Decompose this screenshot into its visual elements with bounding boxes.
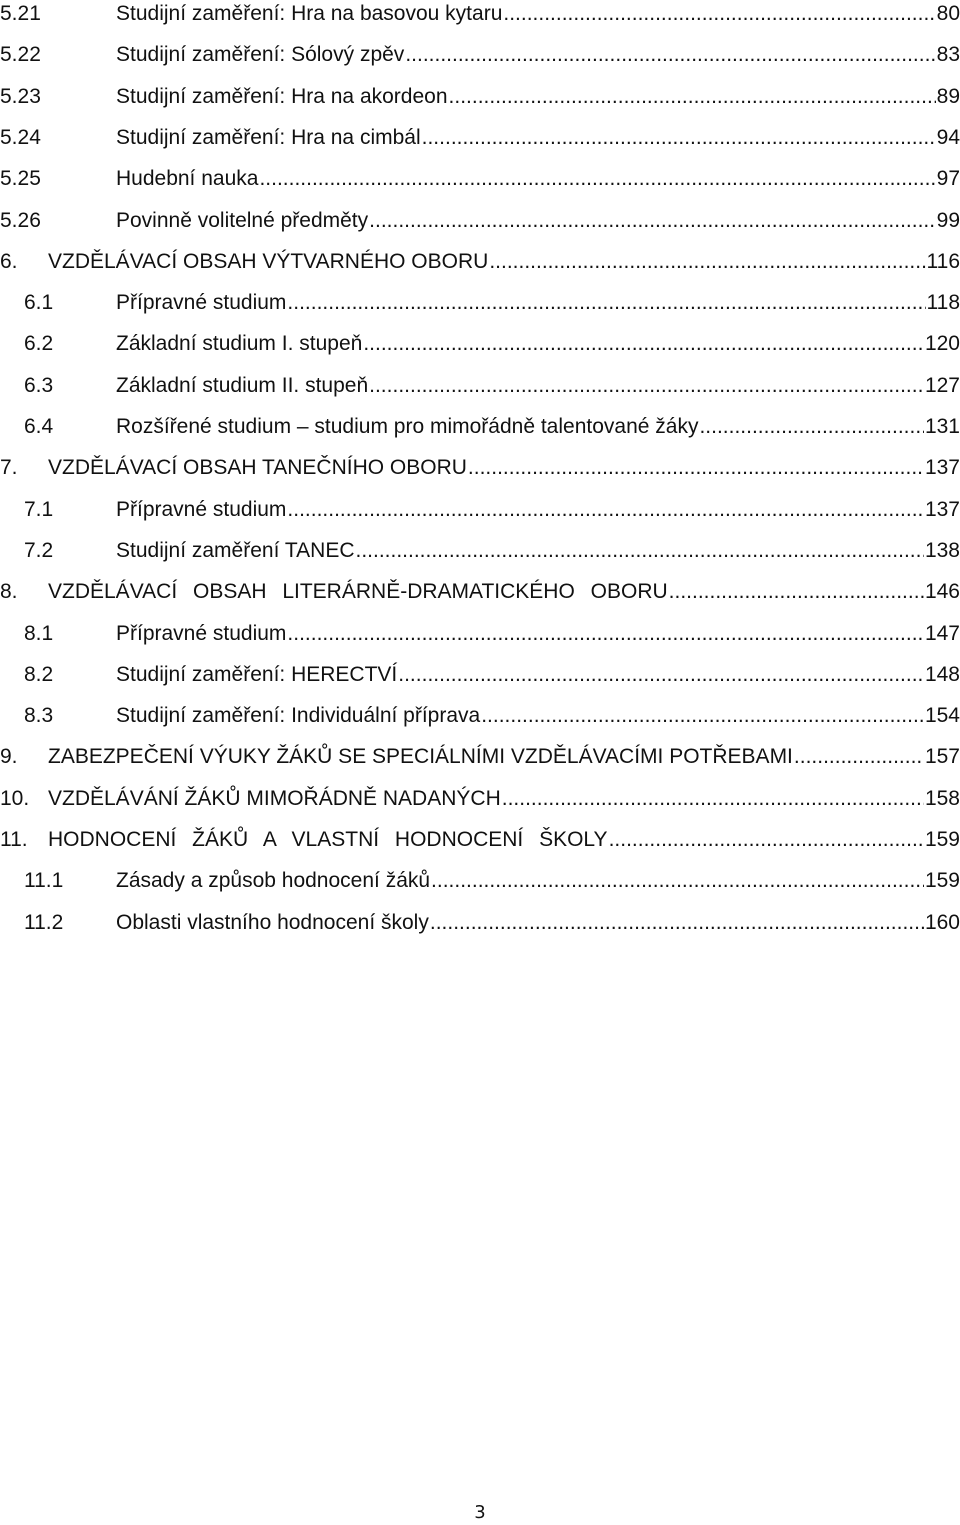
page-number: 3 xyxy=(474,1502,486,1523)
toc-entry-title: Studijní zaměření: HERECTVÍ xyxy=(116,662,398,686)
toc-entry[interactable] xyxy=(0,413,960,454)
toc-entry-line xyxy=(116,661,960,689)
toc-entry[interactable] xyxy=(0,909,960,950)
toc-entry-page: 157 xyxy=(924,745,960,769)
dot-leader xyxy=(481,702,924,730)
dot-leader xyxy=(502,785,924,813)
toc-entry[interactable] xyxy=(0,83,960,124)
toc-entry-number: 5.26 xyxy=(0,208,41,232)
toc-entry-line xyxy=(116,207,960,235)
toc-entry-page: 131 xyxy=(924,415,960,438)
toc-entry-page: 146 xyxy=(924,580,960,604)
dot-leader xyxy=(287,620,924,648)
toc-entry-page: 116 xyxy=(926,249,960,273)
toc-entry-number: 9. xyxy=(0,745,18,769)
dot-leader xyxy=(669,578,924,606)
toc-entry-line xyxy=(116,537,960,565)
toc-entry-number: 5.25 xyxy=(0,167,41,191)
toc-entry-number: 11. xyxy=(0,828,28,851)
toc-entry-page: 118 xyxy=(926,291,960,315)
toc-entry[interactable] xyxy=(0,248,960,289)
toc-entry-page: 83 xyxy=(936,43,960,67)
toc-entry-page: 97 xyxy=(936,167,960,191)
toc-entry-number: 8.1 xyxy=(24,621,54,645)
dot-leader xyxy=(468,454,924,482)
toc-entry-title: Přípravné studium xyxy=(116,497,287,521)
toc-entry-title: Základní studium I. stupeň xyxy=(116,332,363,356)
toc-entry-line xyxy=(116,620,960,648)
toc-entry[interactable] xyxy=(0,826,960,867)
toc-entry-page: 147 xyxy=(924,621,960,645)
dot-leader xyxy=(794,743,924,771)
toc-entry-line xyxy=(116,41,960,69)
toc-entry[interactable] xyxy=(0,661,960,702)
toc-entry-number: 10. xyxy=(0,786,30,810)
toc-entry-page: 94 xyxy=(936,125,960,149)
toc-entry-title: Studijní zaměření: Individuální příprava xyxy=(116,704,481,728)
toc-entry-page: 138 xyxy=(924,538,960,562)
toc-entry-line xyxy=(48,454,960,482)
toc-entry[interactable] xyxy=(0,496,960,537)
toc-entry[interactable] xyxy=(0,620,960,661)
toc-entry-title: VZDĚLÁVACÍ OBSAH TANEČNÍHO OBORU xyxy=(48,456,467,480)
toc-entry-line xyxy=(116,124,960,152)
dot-leader xyxy=(398,661,924,689)
toc-entry-number: 7.1 xyxy=(24,497,54,521)
toc-entry-page: 159 xyxy=(924,828,960,851)
dot-leader xyxy=(369,372,924,400)
dot-leader xyxy=(422,124,936,152)
toc-entry[interactable] xyxy=(0,207,960,248)
toc-entry-number: 8.3 xyxy=(24,704,54,728)
toc-entry[interactable] xyxy=(0,41,960,82)
toc-entry[interactable] xyxy=(0,124,960,165)
dot-leader xyxy=(503,0,935,28)
toc-entry-page: 158 xyxy=(924,786,960,810)
toc-entry-title: Přípravné studium xyxy=(116,621,287,645)
toc-entry-page: 127 xyxy=(924,373,960,397)
toc-entry-line xyxy=(116,496,960,524)
toc-entry-number: 5.21 xyxy=(0,2,41,25)
dot-leader xyxy=(405,41,935,69)
toc-entry-line xyxy=(116,413,960,441)
dot-leader xyxy=(699,413,924,441)
toc-entry-title: Studijní zaměření TANEC xyxy=(116,538,355,562)
toc-entry-title: Studijní zaměření: Sólový zpěv xyxy=(116,43,405,67)
dot-leader xyxy=(369,207,935,235)
dot-leader xyxy=(356,537,924,565)
toc-entry[interactable] xyxy=(0,537,960,578)
toc-entry-page: 154 xyxy=(924,704,960,728)
toc-entry-line xyxy=(48,578,960,606)
toc-entry-number: 7. xyxy=(0,456,18,480)
dot-leader xyxy=(363,330,924,358)
toc-entry-title: Povinně volitelné předměty xyxy=(116,208,369,232)
toc-entry-line xyxy=(116,83,960,111)
toc-entry-title: HODNOCENÍ ŽÁKŮ A VLASTNÍ HODNOCENÍ ŠKOLY xyxy=(48,828,608,851)
toc-entry-line xyxy=(116,372,960,400)
toc-entry-number: 7.2 xyxy=(24,538,54,562)
toc-entry-title: Zásady a způsob hodnocení žáků xyxy=(116,869,431,893)
toc-entry-page: 99 xyxy=(936,208,960,232)
dot-leader xyxy=(609,826,924,854)
toc-entry-line xyxy=(48,248,960,276)
dot-leader xyxy=(449,83,936,111)
toc-entry-title: Studijní zaměření: Hra na akordeon xyxy=(116,84,448,108)
toc-entry[interactable] xyxy=(0,0,960,41)
toc-entry[interactable] xyxy=(0,372,960,413)
toc-entry-line xyxy=(116,867,960,895)
toc-entry-line xyxy=(116,330,960,358)
toc-entry-page: 148 xyxy=(924,662,960,686)
toc-entry[interactable] xyxy=(0,330,960,371)
toc-entry-page: 89 xyxy=(936,84,960,108)
toc-entry-title: VZDĚLÁVACÍ OBSAH VÝTVARNÉHO OBORU xyxy=(48,249,489,273)
toc-entry-line xyxy=(116,909,960,937)
toc-entry-line xyxy=(116,165,960,193)
toc-entry[interactable] xyxy=(0,578,960,619)
dot-leader xyxy=(489,248,925,276)
toc-entry-page: 159 xyxy=(924,869,960,893)
dot-leader xyxy=(259,165,935,193)
toc-entry-line xyxy=(48,743,960,771)
toc-entry-line xyxy=(48,826,960,854)
toc-entry-title: VZDĚLÁVÁNÍ ŽÁKŮ MIMOŘÁDNĚ NADANÝCH xyxy=(48,786,501,810)
toc-entry-title: Studijní zaměření: Hra na basovou kytaru xyxy=(116,2,503,25)
toc-entry-line xyxy=(48,785,960,813)
toc-entry-number: 6.4 xyxy=(24,415,54,438)
toc-entry-number: 11.1 xyxy=(24,869,64,893)
toc-entry[interactable] xyxy=(0,702,960,743)
toc-entry[interactable] xyxy=(0,165,960,206)
toc-entry[interactable] xyxy=(0,289,960,330)
toc-entry-number: 11.2 xyxy=(24,910,64,934)
toc-entry-number: 5.22 xyxy=(0,43,41,67)
toc-entry-number: 6.3 xyxy=(24,373,54,397)
toc-entry-number: 6.2 xyxy=(24,332,54,356)
toc-entry-page: 80 xyxy=(936,2,960,25)
toc-entry-number: 6. xyxy=(0,249,18,273)
toc-entry[interactable] xyxy=(0,454,960,495)
toc-entry-number: 5.23 xyxy=(0,84,41,108)
toc-entry-title: Přípravné studium xyxy=(116,291,287,315)
toc-entry-number: 5.24 xyxy=(0,125,41,149)
toc-entry-title: Hudební nauka xyxy=(116,167,259,191)
toc-entry-number: 8.2 xyxy=(24,662,54,686)
toc-entry-title: Studijní zaměření: Hra na cimbál xyxy=(116,125,421,149)
toc-entry-title: Rozšířené studium – studium pro mimořádně talentované žáky xyxy=(116,415,699,438)
toc-entry-title: VZDĚLÁVACÍ OBSAH LITERÁRNĚ-DRAMATICKÉHO OBORU xyxy=(48,580,668,604)
toc-entry-title: Oblasti vlastního hodnocení školy xyxy=(116,910,429,934)
toc-entry[interactable] xyxy=(0,867,960,908)
toc-entry-line xyxy=(116,289,960,317)
toc-entry-number: 8. xyxy=(0,580,18,604)
toc-entry-page: 120 xyxy=(924,332,960,356)
toc-entry[interactable] xyxy=(0,785,960,826)
toc-entry-title: Základní studium II. stupeň xyxy=(116,373,369,397)
toc-entry-page: 137 xyxy=(924,497,960,521)
dot-leader xyxy=(431,867,924,895)
toc-entry-number: 6.1 xyxy=(24,291,54,315)
toc-entry-page: 137 xyxy=(924,456,960,480)
toc-entry-title: ZABEZPEČENÍ VÝUKY ŽÁKŮ SE SPECIÁLNÍMI VZDĚLÁVACÍMI POTŘEBAMI xyxy=(48,745,793,769)
toc-entry-page: 160 xyxy=(924,910,960,934)
toc-entry-line xyxy=(116,702,960,730)
dot-leader xyxy=(430,909,924,937)
dot-leader xyxy=(287,496,924,524)
toc-entry-line xyxy=(116,0,960,28)
dot-leader xyxy=(287,289,925,317)
toc-entry[interactable] xyxy=(0,743,960,784)
